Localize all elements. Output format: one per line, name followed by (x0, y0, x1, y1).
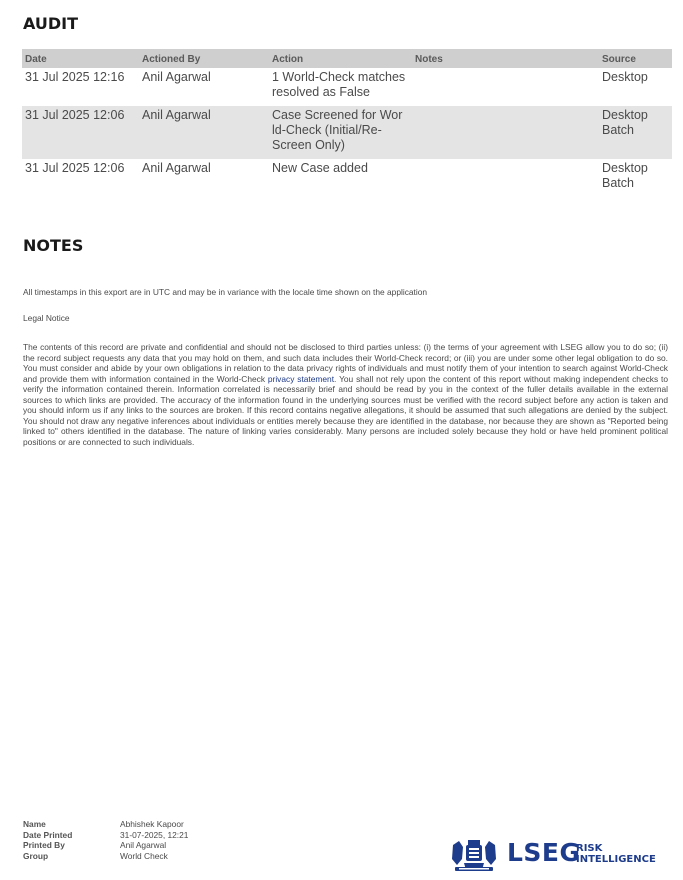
cell-date: 31 Jul 2025 12:06 (22, 106, 139, 159)
lseg-wordmark: LSEG (507, 838, 581, 867)
notes-heading: NOTES (23, 236, 84, 255)
group-value: World Check (120, 850, 168, 861)
brand-sub-line-1: RISK (576, 843, 603, 854)
cell-date: 31 Jul 2025 12:16 (25, 70, 125, 84)
column-header-source: Source (599, 49, 672, 68)
column-header-date: Date (22, 49, 139, 68)
legal-text-part-2: . You shall not rely upon the content of this report without making independent checks to verify the information contained therein. Information correlated is necessarily brief and should be read by you in the context of the fuller details available in the external sources to which links are provided. The accuracy of the information found in the underlying sources must be verified with the record subject before any action is taken and you should inform us if any links to the sources are broken. If this record contains negative allegations, it should be assumed that such allegations are denied by the subject. You should not draw any negative inferences about individuals or entities merely because they are identified in the database, nor because they are shown as "Reported being linked to" others identified in the database. The nature of linking varies considerably. Many persons are included solely because they hold or have held prominent political positions or are connected to such individuals. (23, 373, 668, 447)
table-row (22, 68, 672, 106)
name-label: Name (23, 819, 46, 829)
table-row (22, 106, 672, 159)
group-label: Group (23, 850, 49, 861)
cell-actioned-by: Anil Agarwal (142, 70, 211, 84)
cell-action: Case Screened for Wor ld-Check (Initial/Re- Screen Only) (269, 106, 412, 159)
cell-notes (412, 159, 599, 193)
print-detail-row (23, 840, 188, 851)
lseg-crest-icon (449, 837, 499, 873)
table-row (22, 159, 672, 193)
legal-notice-label: Legal Notice (23, 313, 70, 323)
audit-heading: AUDIT (23, 14, 79, 33)
name-value: Abhishek Kapoor (120, 819, 184, 829)
column-header-action: Action (269, 49, 412, 68)
date-printed-value: 31-07-2025, 12:21 (120, 829, 189, 840)
lseg-brand (449, 835, 659, 875)
print-detail-row (23, 830, 188, 841)
date-printed-label: Date Printed (23, 829, 73, 840)
cell-source: Desktop (602, 70, 648, 84)
cell-actioned-by: Anil Agarwal (142, 161, 211, 175)
audit-table (22, 49, 672, 193)
risk-intelligence-label (576, 843, 656, 865)
printed-by-value: Anil Agarwal (120, 840, 167, 850)
brand-sub-line-2: INTELLIGENCE (576, 854, 656, 865)
cell-action: New Case added (272, 161, 368, 175)
cell-notes (412, 106, 599, 159)
column-header-notes: Notes (412, 49, 599, 68)
cell-date: 31 Jul 2025 12:06 (25, 161, 125, 175)
cell-source: Desktop Batch (602, 161, 648, 190)
cell-action: 1 World-Check matches resolved as False (272, 70, 406, 99)
column-header-actioned-by: Actioned By (139, 49, 269, 68)
audit-header-row (22, 49, 672, 68)
legal-text-part-1: The contents of this record are private and confidential and should not be disclosed to third parties unless: (i) the terms of your agreement with LSEG allow you to do so; (ii) the record subject requests any data that you may hold on them, and such data includes their World-Check record; or (iii) you are under some other legal obligation to do so. You must consider and abide by your own obligations in relation to the data privacy rights of individuals and must notify them of your intention to search against World-Check and provide them with information contained in the World-Check (23, 342, 668, 384)
print-details (23, 819, 188, 861)
cell-actioned-by: Anil Agarwal (139, 106, 269, 159)
privacy-statement-link[interactable]: privacy statement (267, 373, 335, 384)
legal-notice-text (23, 342, 668, 447)
print-detail-row (23, 819, 188, 830)
cell-notes (412, 68, 599, 106)
cell-source: Desktop Batch (599, 106, 672, 159)
timestamp-note: All timestamps in this export are in UTC and may be in variance with the locale time shown on the application (23, 287, 428, 297)
printed-by-label: Printed By (23, 840, 65, 850)
print-detail-row (23, 851, 188, 862)
